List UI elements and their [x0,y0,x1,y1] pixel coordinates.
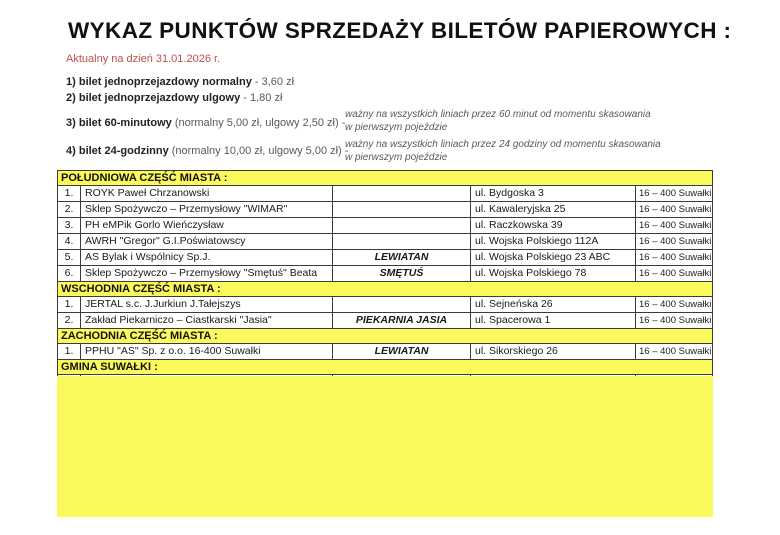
row-number: 5. [58,250,81,265]
table-row [58,296,712,312]
section-header-poludniowa: POŁUDNIOWA CZĘŚĆ MIASTA : [58,171,712,185]
table-row [58,249,712,265]
seller-name: JERTAL s.c. J.Jurkiun J.Tałejszys [81,297,333,312]
row-number: 4. [58,234,81,249]
seller-brand: SMĘTUŚ [333,266,471,281]
ticket-type-row [66,76,294,88]
ticket-validity-note-line: ważny na wszystkich liniach przez 24 godziny od momentu skasowania [345,139,661,150]
seller-address: ul. Spacerowa 1 [471,313,636,328]
table-row [58,265,712,281]
seller-brand [333,297,471,312]
ticket-validity-note [345,138,715,164]
ticket-name: bilet 60-minutowy [78,117,172,129]
seller-brand [333,202,471,217]
table-row [58,201,712,217]
ticket-number: 3) [66,117,76,129]
row-number: 3. [58,218,81,233]
seller-address: ul. Sikorskiego 26 [471,344,636,359]
ticket-number: 4) [66,145,76,157]
table-row [58,312,712,328]
table-row [58,233,712,249]
ticket-type-row [66,92,282,104]
ticket-name: bilet jednoprzejazdowy normalny [78,76,252,88]
table-row [58,217,712,233]
seller-name: Sklep Spożywczo – Przemysłowy "Smętuś" Beata [81,266,333,281]
seller-address: ul. Raczkowska 39 [471,218,636,233]
ticket-type-row [66,145,348,157]
seller-postal: 16 – 400 Suwałki [639,299,712,310]
section-header-zachodnia: ZACHODNIA CZĘŚĆ MIASTA : [58,328,712,343]
seller-address: ul. Wojska Polskiego 112A [471,234,636,249]
row-number: 1. [58,344,81,359]
ticket-price: - 1,80 zł [243,92,283,104]
seller-postal: 16 – 400 Suwałki [639,220,712,231]
ticket-price: (normalny 10,00 zł, ulgowy 5,00 zł) - [171,145,349,157]
page-title: WYKAZ PUNKTÓW SPRZEDAŻY BILETÓW PAPIEROWYCH : [68,18,732,43]
row-number: 2. [58,313,81,328]
seller-address: ul. Wojska Polskiego 23 ABC [471,250,636,265]
seller-postal: 16 – 400 Suwałki [639,268,712,279]
table-row [58,343,712,359]
section-header-wschodnia: WSCHODNIA CZĘŚĆ MIASTA : [58,281,712,296]
ticket-price: - 3,60 zł [254,76,295,88]
seller-brand [333,186,471,201]
seller-name: Zakład Piekarniczo – Ciastkarski "Jasia" [81,313,333,328]
seller-postal: 16 – 400 Suwałki [639,315,712,326]
seller-brand [333,234,471,249]
validity-date-note: Aktualny na dzień 31.01.2026 r. [66,53,221,65]
row-number: 6. [58,266,81,281]
section-header-gmina: GMINA SUWAŁKI : [58,359,712,374]
seller-address: ul. Wojska Polskiego 78 [471,266,636,281]
ticket-name: bilet jednoprzejazdowy ulgowy [78,92,241,104]
seller-name: AS Bylak i Wspólnicy Sp.J. [81,250,333,265]
row-number: 2. [58,202,81,217]
seller-name: PPHU "AS" Sp. z o.o. 16-400 Suwałki [81,344,333,359]
ticket-name: bilet 24-godzinny [78,145,169,157]
seller-postal: 16 – 400 Suwałki [639,188,712,199]
seller-name: Sklep Spożywczo – Przemysłowy "WIMAR" [81,202,333,217]
ticket-number: 2) [66,92,76,104]
table-row [58,185,712,201]
seller-brand [333,218,471,233]
seller-brand: LEWIATAN [333,250,471,265]
ticket-validity-note [345,108,715,134]
ticket-number: 1) [66,76,76,88]
ticket-validity-note-line: w pierwszym pojeździe [345,122,448,133]
seller-brand: LEWIATAN [333,344,471,359]
seller-name: AWRH "Gregor" G.I.Poświatowscy [81,234,333,249]
row-number: 1. [58,297,81,312]
seller-address: ul. Bydgoska 3 [471,186,636,201]
seller-postal: 16 – 400 Suwałki [639,346,712,357]
empty-highlight-block [57,376,713,517]
seller-name: ROYK Paweł Chrzanowski [81,186,333,201]
ticket-price: (normalny 5,00 zł, ulgowy 2,50 zł) - [174,117,346,129]
ticket-type-row [66,117,345,129]
seller-postal: 16 – 400 Suwałki [639,236,712,247]
seller-address: ul. Sejneńska 26 [471,297,636,312]
seller-postal: 16 – 400 Suwałki [639,252,712,263]
ticket-validity-note-line: w pierwszym pojeździe [345,152,448,163]
ticket-validity-note-line: ważny na wszystkich liniach przez 60 minut od momentu skasowania [345,109,651,120]
seller-address: ul. Kawaleryjska 25 [471,202,636,217]
seller-brand: PIEKARNIA JASIA [333,313,471,328]
row-number: 1. [58,186,81,201]
sales-points-table [57,170,713,391]
seller-postal: 16 – 400 Suwałki [639,204,712,215]
seller-name: PH eMPik Gorlo Wieńczysław [81,218,333,233]
